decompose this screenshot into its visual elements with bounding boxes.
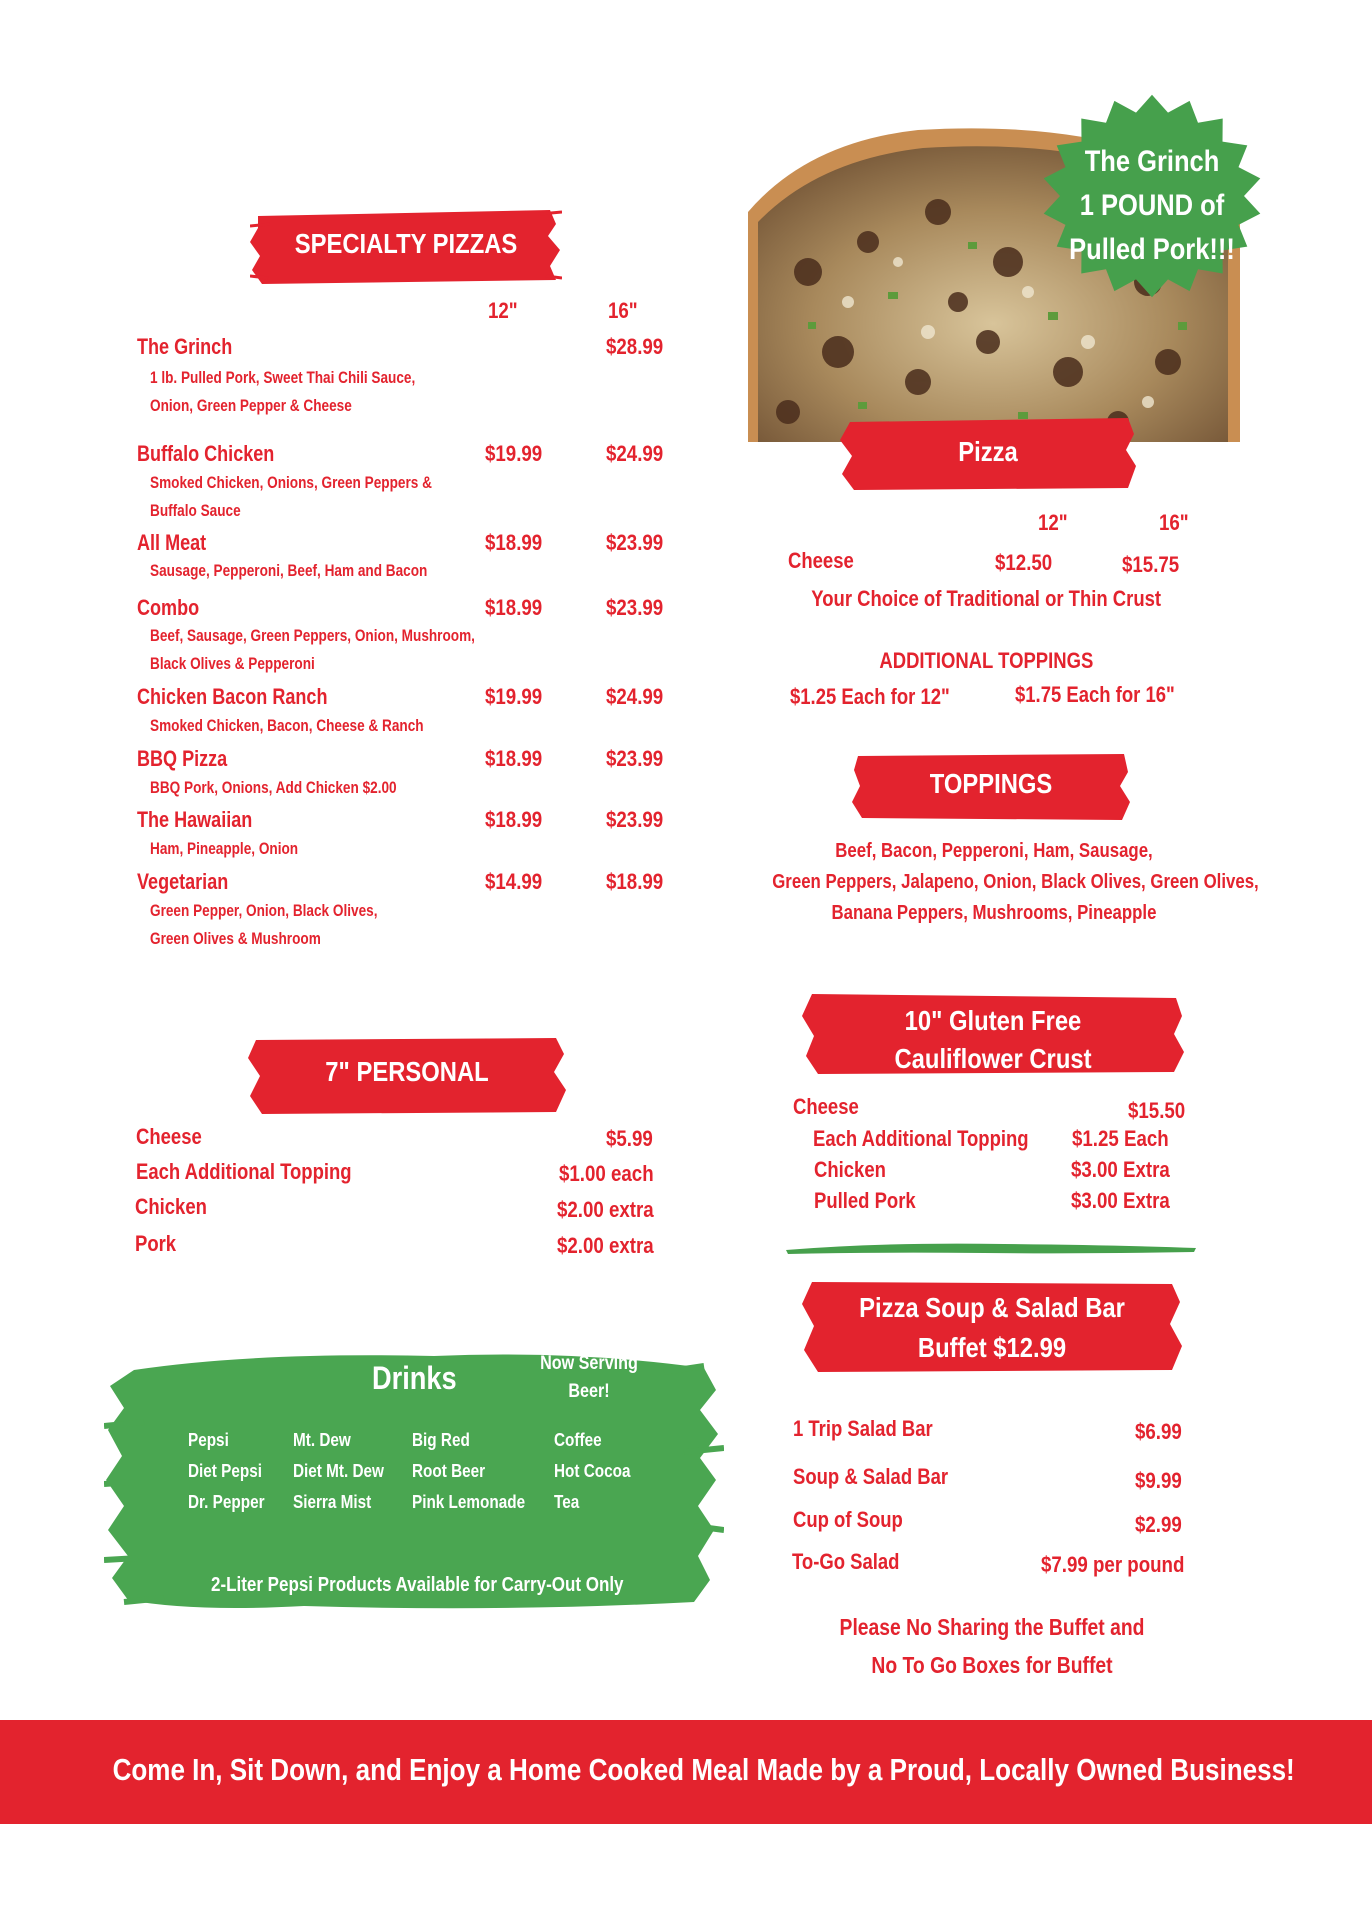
buffet-row-label: To-Go Salad [792, 1549, 900, 1574]
buffet-row-label: Soup & Salad Bar [793, 1464, 949, 1489]
menu-item-desc: Ham, Pineapple, Onion [150, 839, 299, 858]
menu-item-price-16: $24.99 [606, 441, 664, 466]
menu-item-name: Combo [137, 595, 200, 620]
personal-row-label: Cheese [136, 1124, 202, 1149]
toppings-line: Banana Peppers, Mushrooms, Pineapple [831, 902, 1157, 924]
gluten-free-banner [802, 988, 1184, 1078]
menu-item-price-12: $18.99 [485, 807, 543, 832]
menu-item-price-12: $19.99 [485, 684, 543, 709]
menu-item-price-16: $18.99 [606, 869, 664, 894]
buffet-row-label: 1 Trip Salad Bar [793, 1416, 933, 1441]
drink-item: Big Red [412, 1430, 470, 1450]
pizza-size-16-label: 16" [1159, 510, 1189, 535]
beer-note: Now Serving Beer! [540, 1353, 638, 1402]
menu-item-desc: Green Olives & Mushroom [150, 929, 321, 948]
gluten-row-label: Cheese [793, 1094, 859, 1119]
menu-item-price-16: $23.99 [606, 595, 664, 620]
drink-item: Mt. Dew [293, 1430, 351, 1450]
pizza-cheese-label: Cheese [788, 548, 854, 573]
menu-item-desc: Green Pepper, Onion, Black Olives, [150, 901, 378, 920]
menu-item-price-12: $19.99 [485, 441, 543, 466]
menu-item-desc: 1 lb. Pulled Pork, Sweet Thai Chili Sauce, [150, 368, 416, 387]
menu-item-name: Vegetarian [137, 869, 229, 894]
toppings-heading: TOPPINGS [929, 768, 1053, 799]
personal-row-label: Pork [135, 1231, 177, 1256]
menu-item-desc: Onion, Green Pepper & Cheese [150, 396, 352, 415]
drinks-heading: Drinks [372, 1360, 457, 1396]
gluten-row-price: $3.00 Extra [1071, 1188, 1170, 1213]
menu-item-name: The Grinch [137, 334, 233, 359]
menu-item-price-12: $18.99 [485, 530, 543, 555]
menu-item-desc: Beef, Sausage, Green Peppers, Onion, Mushroom, [150, 626, 475, 645]
menu-item-price-16: $23.99 [606, 807, 664, 832]
buffet-row-price: $9.99 [1135, 1468, 1182, 1493]
toppings-list [730, 836, 1258, 929]
personal-row-price: $2.00 extra [557, 1197, 654, 1222]
buffet-row-price: $7.99 per pound [1041, 1552, 1185, 1577]
drinks-panel [104, 1330, 724, 1620]
badge-line-3: Pulled Pork!!! [1069, 233, 1235, 266]
buffet-row-label: Cup of Soup [793, 1507, 903, 1532]
pizza-banner [840, 416, 1136, 492]
buffet-row-price: $6.99 [1135, 1419, 1182, 1444]
drink-item: Hot Cocoa [554, 1461, 631, 1481]
menu-item-price-16: $23.99 [606, 530, 664, 555]
personal-row-label: Each Additional Topping [136, 1159, 352, 1184]
personal-row-price: $1.00 each [559, 1161, 654, 1186]
menu-item-name: Chicken Bacon Ranch [137, 684, 328, 709]
toppings-banner [852, 750, 1130, 822]
menu-item-name: BBQ Pizza [137, 746, 228, 771]
menu-item-name: Buffalo Chicken [137, 441, 275, 466]
pizza-cheese-price-12: $12.50 [995, 550, 1053, 575]
drink-item: Diet Mt. Dew [293, 1461, 384, 1481]
buffet-row-price: $2.99 [1135, 1512, 1182, 1537]
gluten-row-price: $3.00 Extra [1071, 1157, 1170, 1182]
drink-item: Sierra Mist [293, 1492, 372, 1512]
footer-tagline: Come In, Sit Down, and Enjoy a Home Cooked Meal Made by a Proud, Locally Owned Business! [112, 1752, 1295, 1787]
green-divider-stroke [784, 1240, 1198, 1256]
menu-item-price-16: $28.99 [606, 334, 664, 359]
personal-row-price: $5.99 [606, 1126, 653, 1151]
personal-row-label: Chicken [135, 1194, 207, 1219]
menu-item-name: All Meat [137, 530, 207, 555]
menu-item-desc: Smoked Chicken, Bacon, Cheese & Ranch [150, 716, 424, 735]
toppings-line: Green Peppers, Jalapeno, Onion, Black Olives, Green Olives, [772, 871, 1259, 893]
personal-row-price: $2.00 extra [557, 1233, 654, 1258]
badge-line-2: 1 POUND of [1079, 189, 1225, 222]
size-12-label: 12" [488, 298, 518, 323]
drink-item: Diet Pepsi [188, 1461, 262, 1481]
grinch-starburst-badge [1036, 92, 1268, 300]
badge-line-1: The Grinch [1084, 145, 1220, 178]
menu-item-desc: Smoked Chicken, Onions, Green Peppers & [150, 473, 432, 492]
pizza-heading: Pizza [958, 436, 1018, 467]
drink-item: Root Beer [412, 1461, 486, 1481]
menu-item-name: The Hawaiian [137, 807, 253, 832]
menu-item-price-16: $24.99 [606, 684, 664, 709]
specialty-pizzas-banner [250, 206, 562, 286]
drink-item: Coffee [554, 1430, 602, 1450]
specialty-pizzas-heading: SPECIALTY PIZZAS [294, 228, 518, 259]
menu-item-desc: Buffalo Sauce [150, 501, 241, 520]
size-16-label: 16" [608, 298, 638, 323]
toppings-line: Beef, Bacon, Pepperoni, Ham, Sausage, [835, 840, 1153, 862]
buffet-policy-note: Please No Sharing the Buffet and No To Go Boxes for Buffet [839, 1614, 1145, 1678]
buffet-banner [802, 1276, 1182, 1374]
personal-heading: 7" PERSONAL [325, 1056, 489, 1087]
additional-toppings-heading: ADDITIONAL TOPPINGS [879, 648, 1093, 673]
menu-item-price-12: $18.99 [485, 595, 543, 620]
personal-banner [248, 1032, 566, 1116]
gluten-free-heading: 10" Gluten Free Cauliflower Crust [894, 1005, 1092, 1074]
additional-price-12: $1.25 Each for 12" [790, 684, 950, 709]
menu-item-price-12: $14.99 [485, 869, 543, 894]
menu-item-price-16: $23.99 [606, 746, 664, 771]
menu-item-desc: Black Olives & Pepperoni [150, 654, 315, 673]
gluten-row-price: $15.50 [1128, 1098, 1186, 1123]
additional-price-16: $1.75 Each for 16" [1015, 682, 1175, 707]
menu-item-desc: BBQ Pork, Onions, Add Chicken $2.00 [150, 778, 397, 797]
gluten-row-label: Chicken [814, 1157, 886, 1182]
drink-item: Dr. Pepper [188, 1492, 265, 1512]
gluten-row-label: Each Additional Topping [813, 1126, 1029, 1151]
pizza-cheese-price-16: $15.75 [1122, 552, 1180, 577]
carry-out-note: 2-Liter Pepsi Products Available for Carry-Out Only [211, 1574, 624, 1596]
drink-item: Pink Lemonade [412, 1492, 526, 1512]
drink-item: Tea [554, 1492, 580, 1512]
drink-item: Pepsi [188, 1430, 229, 1450]
footer-banner [0, 1720, 1372, 1824]
menu-item-price-12: $18.99 [485, 746, 543, 771]
gluten-row-label: Pulled Pork [814, 1188, 916, 1213]
pizza-size-12-label: 12" [1038, 510, 1068, 535]
menu-item-desc: Sausage, Pepperoni, Beef, Ham and Bacon [150, 561, 428, 580]
gluten-row-price: $1.25 Each [1072, 1126, 1169, 1151]
crust-note: Your Choice of Traditional or Thin Crust [811, 586, 1161, 611]
buffet-heading: Pizza Soup & Salad Bar Buffet $12.99 [859, 1292, 1125, 1363]
